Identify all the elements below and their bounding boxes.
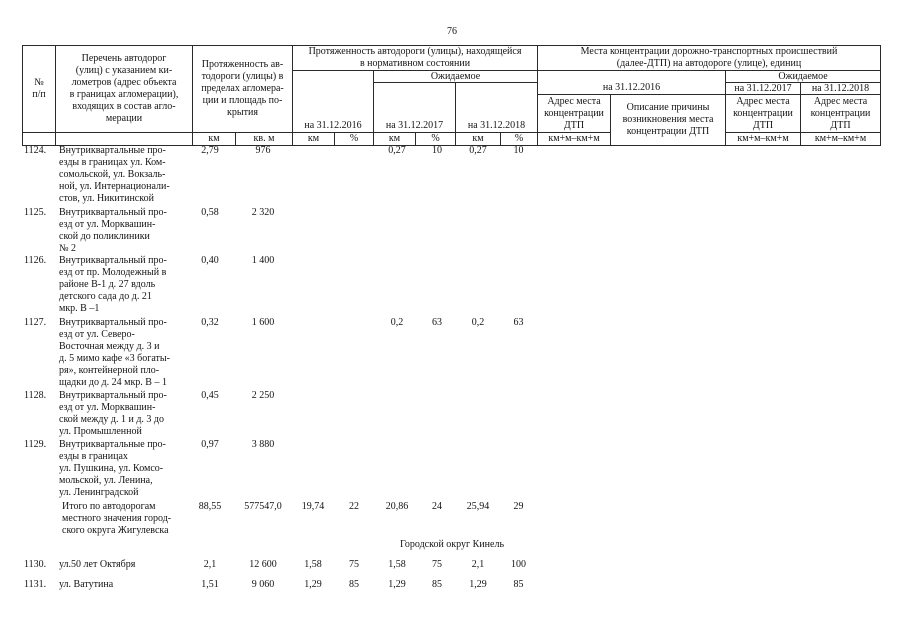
total-norm-2016-km: 19,74 (301, 501, 325, 512)
road-name: ул. Ватутина (59, 579, 114, 590)
norm-2017-pct: 63 (432, 317, 442, 328)
header-dtp: Места концентрации дорожно-транспортных происшествий (далее-ДТП) на автодороге (улице), единиц (537, 45, 881, 71)
norm-2017-km: 1,29 (388, 579, 406, 590)
header-kmm-2016: км+м–км+м (537, 132, 611, 146)
header-km-2016: км (292, 132, 335, 146)
road-name: Внутриквартальный про- езд от ул. Северо- Восточная между д. 3 и д. 5 мимо кафе «3 богаты- ря», контейнерной пло- щадки до д. 24 мкр. В – 1 (59, 317, 170, 388)
header-dtp-2018: на 31.12.2018 (800, 82, 881, 95)
norm-2018-km: 0,27 (469, 145, 487, 156)
road-name: Внутриквартальные про- езды в границах ул. Пушкина, ул. Комсо- мольской, ул. Ленина, ул. Ленинградской (59, 439, 166, 498)
header-address-2017: Адрес места концентрации ДТП (725, 94, 801, 133)
norm-2017-km: 1,58 (388, 559, 406, 570)
row-number: 1127. (24, 317, 47, 328)
norm-2018-pct: 100 (511, 559, 526, 570)
road-name: Внутриквартальный про- езд от пр. Молодежный в районе В-1 д. 27 вдоль детского сада до д. 21 мкр. В –1 (59, 255, 167, 314)
area-sqm: 1 400 (251, 255, 275, 266)
row-number: 1124. (24, 145, 47, 156)
header-km-2017: км (373, 132, 416, 146)
length-km: 2,1 (203, 559, 217, 570)
row-number: 1128. (24, 390, 47, 401)
total-label: Итого по автодорогам местного значения город- ского округа Жигулевска (62, 501, 172, 536)
road-name: ул.50 лет Октября (59, 559, 136, 570)
length-km: 0,32 (201, 317, 219, 328)
total-row (0, 501, 905, 536)
header-pct-2017: % (415, 132, 456, 146)
total-norm-2017-km: 20,86 (385, 501, 409, 512)
row-number: 1126. (24, 255, 47, 266)
header-num: № п/п (22, 45, 56, 133)
length-km: 0,45 (201, 390, 219, 401)
total-norm-2018-km: 25,94 (466, 501, 490, 512)
header-norm-expected: Ожидаемое (373, 70, 538, 83)
header-pct-2018: % (500, 132, 538, 146)
table-row (0, 255, 905, 314)
road-name: Внутриквартальный про- езд от ул. Морквашин- ской между д. 1 и д. 3 до ул. Промышленной (59, 390, 167, 437)
road-name: Внутриквартальный про- езд от ул. Морквашин- ской до поликлиники № 2 (59, 207, 167, 254)
header-length-sqm: кв. м (235, 132, 293, 146)
header-dtp-2016: на 31.12.2016 (537, 70, 726, 95)
norm-2018-km: 1,29 (469, 579, 487, 590)
header-km-2018: км (455, 132, 501, 146)
norm-2018-km: 2,1 (471, 559, 485, 570)
area-sqm: 12 600 (249, 559, 277, 570)
header-length: Протяженность ав- тодороги (улицы) в пределах агломера- ции и площадь по- крытия (192, 45, 293, 133)
length-km: 1,51 (201, 579, 219, 590)
norm-2018-pct: 85 (513, 579, 524, 590)
area-sqm: 2 320 (251, 207, 275, 218)
area-sqm: 9 060 (251, 579, 275, 590)
norm-2017-pct: 85 (432, 579, 442, 590)
norm-2017-pct: 10 (432, 145, 442, 156)
area-sqm: 2 250 (251, 390, 275, 401)
header-num-unit (22, 132, 56, 146)
header-norm-2018: на 31.12.2018 (455, 82, 538, 133)
header-pct-2016: % (334, 132, 374, 146)
header-address-2018: Адрес места концентрации ДТП (800, 94, 881, 133)
header-address-2016: Адрес места концентрации ДТП (537, 94, 611, 133)
length-km: 0,97 (201, 439, 219, 450)
norm-2017-km: 0,2 (390, 317, 404, 328)
header-kmm-2018: км+м–км+м (800, 132, 881, 146)
total-length-km: 88,55 (198, 501, 222, 512)
length-km: 0,40 (201, 255, 219, 266)
norm-2018-pct: 63 (513, 317, 524, 328)
page-number: 76 (447, 26, 457, 37)
header-length-km: км (192, 132, 236, 146)
table-row (0, 207, 905, 254)
table-row (0, 559, 905, 571)
norm-2016-km: 1,29 (304, 579, 322, 590)
header-kmm-2017: км+м–км+м (725, 132, 801, 146)
table-row (0, 145, 905, 204)
norm-2016-pct: 85 (349, 579, 359, 590)
header-roads: Перечень автодорог (улиц) с указанием ки- лометров (адрес объекта в границах агломерации), входящих в состав агло- мерации (55, 45, 193, 133)
table-row (0, 317, 905, 388)
norm-2018-km: 0,2 (471, 317, 485, 328)
header-dtp-2017: на 31.12.2017 (725, 82, 801, 95)
header-norm-2017: на 31.12.2017 (373, 82, 456, 133)
header-description-2016: Описание причины возникновения места концентрации ДТП (610, 94, 726, 146)
table-row (0, 579, 905, 591)
area-sqm: 1 600 (251, 317, 275, 328)
header-norm-2016: на 31.12.2016 (292, 70, 374, 133)
length-km: 0,58 (201, 207, 219, 218)
table-row (0, 390, 905, 437)
row-number: 1125. (24, 207, 47, 218)
norm-2018-pct: 10 (513, 145, 524, 156)
road-name: Внутриквартальные про- езды в границах ул. Ком- сомольской, ул. Вокзаль- ной, ул. Интернационали- стов, ул. Никитинской (59, 145, 170, 204)
total-norm-2016-pct: 22 (349, 501, 359, 512)
section-title: Городской округ Кинель (399, 539, 505, 550)
header-normative: Протяженность автодороги (улицы), находящейся в нормативном состоянии (292, 45, 538, 71)
row-number: 1129. (24, 439, 47, 450)
norm-2017-km: 0,27 (388, 145, 406, 156)
header-roads-unit (55, 132, 193, 146)
table-row (0, 439, 905, 498)
row-number: 1131. (24, 579, 47, 590)
length-km: 2,79 (201, 145, 219, 156)
area-sqm: 976 (255, 145, 271, 156)
header-dtp-expected: Ожидаемое (725, 70, 881, 83)
norm-2016-km: 1,58 (304, 559, 322, 570)
norm-2016-pct: 75 (349, 559, 359, 570)
total-area-sqm: 577547,0 (244, 501, 282, 512)
total-norm-2017-pct: 24 (432, 501, 442, 512)
total-norm-2018-pct: 29 (513, 501, 524, 512)
norm-2017-pct: 75 (432, 559, 442, 570)
row-number: 1130. (24, 559, 47, 570)
area-sqm: 3 880 (251, 439, 275, 450)
